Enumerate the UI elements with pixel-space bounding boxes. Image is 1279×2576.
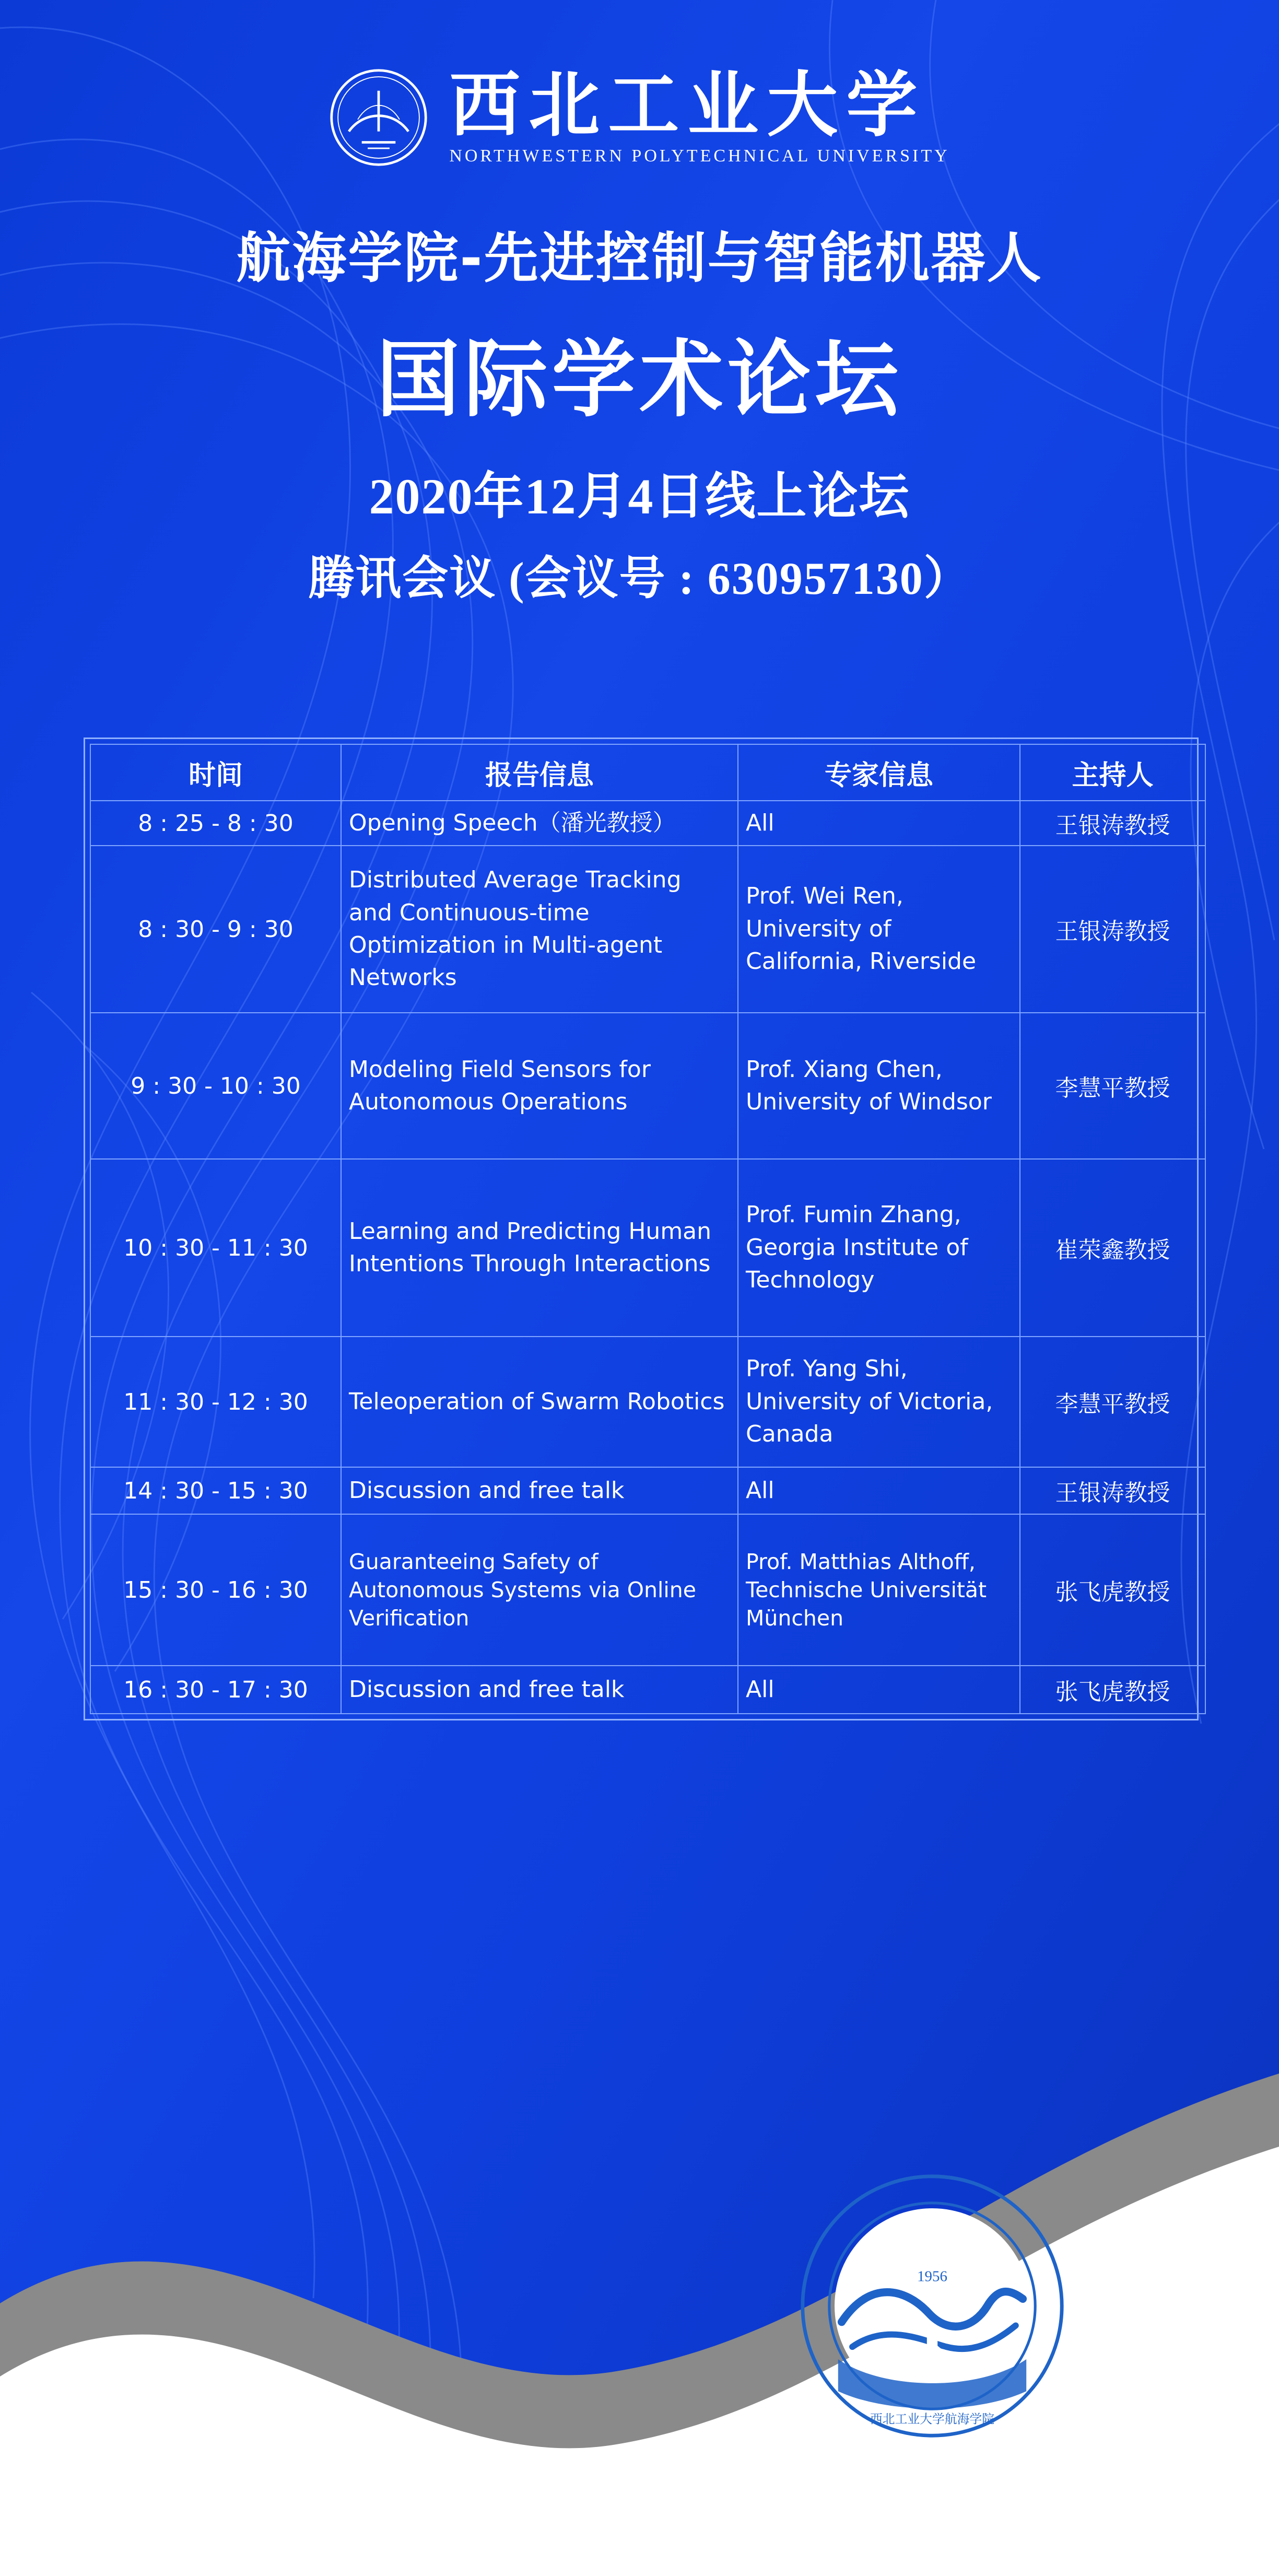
npu-seal-icon xyxy=(329,68,428,167)
table-row xyxy=(90,1666,1205,1714)
cell-time: 8 : 25 - 8 : 30 xyxy=(90,801,341,846)
cell-expert: Prof. Yang Shi, University of Victoria, Canada xyxy=(738,1337,1020,1467)
cell-report: Distributed Average Tracking and Continuous-time Optimization in Multi-agent Networks xyxy=(341,846,738,1013)
table-row xyxy=(90,1013,1205,1159)
schedule-table-container xyxy=(84,737,1199,1720)
cell-expert: Prof. Matthias Althoff, Technische Universität München xyxy=(738,1514,1020,1666)
table-row xyxy=(90,1514,1205,1666)
cell-expert: Prof. Xiang Chen, University of Windsor xyxy=(738,1013,1020,1159)
university-name-block xyxy=(449,66,950,167)
column-header-report: 报告信息 xyxy=(341,744,738,801)
schedule-table xyxy=(90,744,1206,1714)
cell-host: 王银涛教授 xyxy=(1020,846,1205,1013)
bottom-wave-decoration xyxy=(0,2011,1279,2576)
cell-time: 9 : 30 - 10 : 30 xyxy=(90,1013,341,1159)
cell-host: 张飞虎教授 xyxy=(1020,1666,1205,1714)
table-row xyxy=(90,801,1205,846)
school-of-marine-science-seal-icon xyxy=(799,2173,1065,2439)
forum-main-title: 国际学术论坛 xyxy=(376,331,903,428)
cell-time: 14 : 30 - 15 : 30 xyxy=(90,1467,341,1514)
cell-expert: All xyxy=(738,801,1020,846)
cell-time: 15 : 30 - 16 : 30 xyxy=(90,1514,341,1666)
cell-time: 8 : 30 - 9 : 30 xyxy=(90,846,341,1013)
cell-host: 李慧平教授 xyxy=(1020,1337,1205,1467)
cell-time: 10 : 30 - 11 : 30 xyxy=(90,1159,341,1337)
university-name-cn: 西北工业大学 xyxy=(449,66,926,145)
forum-date-line: 2020年12月4日线上论坛 xyxy=(369,469,910,524)
cell-report: Learning and Predicting Human Intentions Through Interactions xyxy=(341,1159,738,1337)
column-header-time: 时间 xyxy=(90,744,341,801)
svg-text:西北工业大学航海学院: 西北工业大学航海学院 xyxy=(870,2413,994,2427)
table-row xyxy=(90,846,1205,1013)
cell-report: Opening Speech（潘光教授） xyxy=(341,801,738,846)
university-logo-row xyxy=(0,57,1279,178)
column-header-expert: 专家信息 xyxy=(738,744,1020,801)
cell-time: 11 : 30 - 12 : 30 xyxy=(90,1337,341,1467)
forum-meeting-line: 腾讯会议 (会议号 : 630957130） xyxy=(308,554,971,604)
forum-subtitle-line: 航海学院-先进控制与智能机器人 xyxy=(236,226,1043,290)
cell-report: Discussion and free talk xyxy=(341,1467,738,1514)
cell-host: 李慧平教授 xyxy=(1020,1013,1205,1159)
cell-report: Modeling Field Sensors for Autonomous Operations xyxy=(341,1013,738,1159)
poster-header xyxy=(0,57,1279,607)
cell-report: Guaranteeing Safety of Autonomous Systems via Online Verification xyxy=(341,1514,738,1666)
cell-report: Teleoperation of Swarm Robotics xyxy=(341,1337,738,1467)
cell-expert: Prof. Fumin Zhang, Georgia Institute of Technology xyxy=(738,1159,1020,1337)
cell-report: Discussion and free talk xyxy=(341,1666,738,1714)
table-row xyxy=(90,1467,1205,1514)
cell-host: 王银涛教授 xyxy=(1020,1467,1205,1514)
cell-expert: All xyxy=(738,1467,1020,1514)
cell-time: 16 : 30 - 17 : 30 xyxy=(90,1666,341,1714)
cell-host: 王银涛教授 xyxy=(1020,801,1205,846)
table-header-row xyxy=(90,744,1205,801)
cell-host: 张飞虎教授 xyxy=(1020,1514,1205,1666)
table-row xyxy=(90,1337,1205,1467)
svg-text:1956: 1956 xyxy=(917,2268,947,2285)
column-header-host: 主持人 xyxy=(1020,744,1205,801)
cell-host: 崔荣鑫教授 xyxy=(1020,1159,1205,1337)
table-row xyxy=(90,1159,1205,1337)
university-name-en: NORTHWESTERN POLYTECHNICAL UNIVERSITY xyxy=(449,146,950,166)
cell-expert: Prof. Wei Ren, University of California, Riverside xyxy=(738,846,1020,1013)
cell-expert: All xyxy=(738,1666,1020,1714)
